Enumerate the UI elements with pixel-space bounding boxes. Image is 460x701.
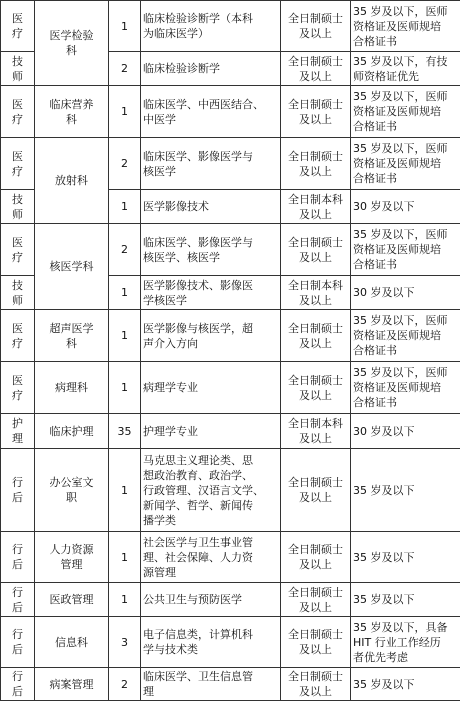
department-cell [35,224,109,310]
cell-line: 临床检验诊断学 [143,61,278,76]
education-cell [281,532,351,583]
major-cell [141,52,281,86]
major-cell [141,668,281,701]
major-cell [141,362,281,414]
cell-line: 35 岁及以下，医师 [353,141,458,156]
cell-line: 全日制硕士 [283,235,348,250]
cell-line: 资格证及医师规培 [353,328,458,343]
cell-line: 医 [3,235,32,250]
cell-line: 行 [3,585,32,600]
category-cell [1,224,35,276]
table-row [1,224,460,276]
cell-line: 35 岁及以下，医师 [353,89,458,104]
table-row [1,1,460,52]
cell-line: 医政管理 [37,592,106,607]
table-row [1,310,460,362]
table-row [1,583,460,617]
cell-line: 马克思主义理论类、思 [143,453,278,468]
cell-line: 全日制硕士 [283,97,348,112]
cell-line: 后 [3,684,32,699]
cell-line: 及以上 [283,112,348,127]
category-cell [1,138,35,190]
requirement-cell [351,190,460,224]
cell-line: 全日制硕士 [283,149,348,164]
cell-line: 疗 [3,112,32,127]
cell-line: 资格证及医师规培 [353,242,458,257]
cell-line: 资格证及医师规培 [353,104,458,119]
cell-line: 医学影像与核医学，超 [143,321,278,336]
cell-line: 核医学 [143,164,278,179]
cell-line: 理、社会保障、人力资 [143,550,278,565]
cell-line: 师 [3,207,32,222]
category-cell [1,449,35,532]
education-cell [281,138,351,190]
education-cell [281,668,351,701]
cell-line: 及以上 [283,207,348,222]
cell-line: 全日制硕士 [283,585,348,600]
cell-line: 资格证及医师规培 [353,380,458,395]
cell-line: 30 岁及以下 [353,199,458,214]
table-body [1,1,460,701]
requirement-cell [351,1,460,52]
cell-line: 疗 [3,388,32,403]
cell-line: 及以上 [283,336,348,351]
cell-line: 声介入方向 [143,336,278,351]
cell-line: 病理科 [37,380,106,395]
cell-line: 合格证书 [353,34,458,49]
requirement-cell [351,224,460,276]
requirement-cell [351,52,460,86]
headcount-cell: 2 [109,224,141,276]
education-cell [281,86,351,138]
cell-line: 办公室文 [37,475,106,490]
cell-line: 核医学科 [37,259,106,274]
cell-line: 学与技术类 [143,642,278,657]
cell-line: 社会医学与卫生事业管 [143,535,278,550]
cell-line: 全日制硕士 [283,373,348,388]
cell-line: 电子信息类，计算机科 [143,627,278,642]
department-cell [35,532,109,583]
headcount-cell: 2 [109,52,141,86]
category-cell [1,52,35,86]
cell-line: 及以上 [283,250,348,265]
table-row [1,532,460,583]
cell-line: 疗 [3,250,32,265]
category-cell [1,532,35,583]
cell-line: 行政管理、汉语言文学、 [143,483,278,498]
cell-line: 及以上 [283,431,348,446]
cell-line: HIT 行业工作经历 [353,635,458,650]
major-cell [141,138,281,190]
headcount-cell: 1 [109,532,141,583]
education-cell [281,449,351,532]
department-cell [35,617,109,668]
cell-line: 及以上 [283,557,348,572]
category-cell [1,310,35,362]
cell-line: 医学影像技术 [143,199,278,214]
cell-line: 医学检验 [37,28,106,43]
cell-line: 后 [3,557,32,572]
cell-line: 合格证书 [353,257,458,272]
cell-line: 全日制硕士 [283,321,348,336]
cell-line: 技 [3,278,32,293]
education-cell [281,52,351,86]
cell-line: 及以上 [283,490,348,505]
requirement-cell [351,276,460,310]
cell-line: 者优先考虑 [353,650,458,665]
education-cell [281,617,351,668]
cell-line: 技 [3,192,32,207]
cell-line: 合格证书 [353,119,458,134]
cell-line: 病案管理 [37,677,106,692]
cell-line: 科 [37,112,106,127]
category-cell [1,276,35,310]
headcount-cell: 1 [109,583,141,617]
major-cell [141,190,281,224]
table-row [1,86,460,138]
requirement-cell [351,668,460,701]
headcount-cell: 1 [109,449,141,532]
cell-line: 护理学专业 [143,424,278,439]
cell-line: 病理学专业 [143,380,278,395]
cell-line: 师 [3,293,32,308]
cell-line: 临床医学、影像医学与 [143,149,278,164]
cell-line: 35 岁及以下，医师 [353,365,458,380]
cell-line: 医 [3,373,32,388]
cell-line: 医 [3,321,32,336]
cell-line: 职 [37,490,106,505]
education-cell [281,190,351,224]
major-cell [141,449,281,532]
cell-line: 合格证书 [353,171,458,186]
major-cell [141,532,281,583]
major-cell [141,276,281,310]
category-cell [1,362,35,414]
education-cell [281,414,351,449]
cell-line: 35 岁及以下，具备 [353,620,458,635]
cell-line: 医 [3,149,32,164]
headcount-cell: 2 [109,138,141,190]
major-cell [141,224,281,276]
table-row [1,617,460,668]
headcount-cell: 35 [109,414,141,449]
cell-line: 全日制硕士 [283,542,348,557]
department-cell [35,138,109,224]
cell-line: 行 [3,475,32,490]
cell-line: 理 [143,684,278,699]
cell-line: 全日制硕士 [283,475,348,490]
headcount-cell: 3 [109,617,141,668]
cell-line: 护 [3,416,32,431]
requirement-cell [351,138,460,190]
requirement-cell [351,86,460,138]
education-cell [281,310,351,362]
headcount-cell: 1 [109,310,141,362]
cell-line: 35 岁及以下 [353,550,458,565]
department-cell [35,668,109,701]
cell-line: 疗 [3,26,32,41]
requirement-cell [351,310,460,362]
cell-line: 理 [3,431,32,446]
cell-line: 超声医学 [37,321,106,336]
cell-line: 及以上 [283,26,348,41]
requirement-cell [351,362,460,414]
major-cell [141,617,281,668]
cell-line: 30 岁及以下 [353,285,458,300]
requirement-cell [351,414,460,449]
major-cell [141,1,281,52]
cell-line: 35 岁及以下 [353,677,458,692]
cell-line: 为临床医学） [143,26,278,41]
cell-line: 及以上 [283,684,348,699]
table-row [1,414,460,449]
cell-line: 35 岁及以下，医师 [353,227,458,242]
requirement-cell [351,449,460,532]
cell-line: 行 [3,669,32,684]
cell-line: 核医学、核医学 [143,250,278,265]
education-cell [281,1,351,52]
cell-line: 临床营养 [37,97,106,112]
headcount-cell: 1 [109,190,141,224]
cell-line: 35 岁及以下 [353,592,458,607]
cell-line: 学核医学 [143,293,278,308]
cell-line: 人力资源 [37,542,106,557]
cell-line: 35 岁及以下，医师 [353,313,458,328]
cell-line: 全日制本科 [283,416,348,431]
cell-line: 及以上 [283,388,348,403]
cell-line: 及以上 [283,600,348,615]
cell-line: 源管理 [143,565,278,580]
cell-line: 疗 [3,164,32,179]
department-cell [35,414,109,449]
cell-line: 合格证书 [353,395,458,410]
education-cell [281,362,351,414]
cell-line: 全日制硕士 [283,669,348,684]
cell-line: 及以上 [283,69,348,84]
cell-line: 行 [3,627,32,642]
cell-line: 全日制硕士 [283,627,348,642]
category-cell [1,668,35,701]
cell-line: 医学影像技术、影像医 [143,278,278,293]
major-cell [141,583,281,617]
headcount-cell: 1 [109,362,141,414]
cell-line: 全日制本科 [283,192,348,207]
requirement-cell [351,532,460,583]
cell-line: 后 [3,490,32,505]
cell-line: 及以上 [283,164,348,179]
major-cell [141,310,281,362]
department-cell [35,1,109,86]
cell-line: 及以上 [283,293,348,308]
education-cell [281,224,351,276]
cell-line: 临床护理 [37,424,106,439]
cell-line: 播学类 [143,513,278,528]
cell-line: 新闻学、哲学、新闻传 [143,498,278,513]
department-cell [35,362,109,414]
cell-line: 科 [37,43,106,58]
headcount-cell: 1 [109,276,141,310]
cell-line: 临床医学、中西医结合、 [143,97,278,112]
headcount-cell: 2 [109,668,141,701]
category-cell [1,583,35,617]
cell-line: 放射科 [37,173,106,188]
cell-line: 科 [37,336,106,351]
category-cell [1,617,35,668]
table-row [1,362,460,414]
cell-line: 后 [3,600,32,615]
cell-line: 资格证及医师规培 [353,19,458,34]
cell-line: 想政治教育、政治学、 [143,468,278,483]
cell-line: 临床医学、卫生信息管 [143,669,278,684]
cell-line: 35 岁及以下，有技 [353,54,458,69]
cell-line: 全日制硕士 [283,11,348,26]
category-cell [1,414,35,449]
cell-line: 师 [3,69,32,84]
requirement-cell [351,617,460,668]
major-cell [141,414,281,449]
cell-line: 师资格证优先 [353,69,458,84]
headcount-cell: 1 [109,86,141,138]
department-cell [35,449,109,532]
cell-line: 公共卫生与预防医学 [143,592,278,607]
cell-line: 疗 [3,336,32,351]
cell-line: 中医学 [143,112,278,127]
cell-line: 资格证及医师规培 [353,156,458,171]
category-cell [1,190,35,224]
major-cell [141,86,281,138]
cell-line: 技 [3,54,32,69]
cell-line: 医 [3,97,32,112]
category-cell [1,86,35,138]
cell-line: 医 [3,11,32,26]
department-cell [35,86,109,138]
table-row [1,668,460,701]
department-cell [35,310,109,362]
cell-line: 行 [3,542,32,557]
cell-line: 临床医学、影像医学与 [143,235,278,250]
table-row [1,449,460,532]
cell-line: 及以上 [283,642,348,657]
cell-line: 信息科 [37,635,106,650]
table-row [1,138,460,190]
category-cell [1,1,35,52]
cell-line: 全日制硕士 [283,54,348,69]
cell-line: 管理 [37,557,106,572]
requirement-cell [351,583,460,617]
education-cell [281,276,351,310]
cell-line: 30 岁及以下 [353,424,458,439]
cell-line: 后 [3,642,32,657]
cell-line: 合格证书 [353,343,458,358]
cell-line: 全日制本科 [283,278,348,293]
cell-line: 临床检验诊断学（本科 [143,11,278,26]
cell-line: 35 岁及以下，医师 [353,4,458,19]
education-cell [281,583,351,617]
cell-line: 35 岁及以下 [353,483,458,498]
headcount-cell: 1 [109,1,141,52]
department-cell [35,583,109,617]
